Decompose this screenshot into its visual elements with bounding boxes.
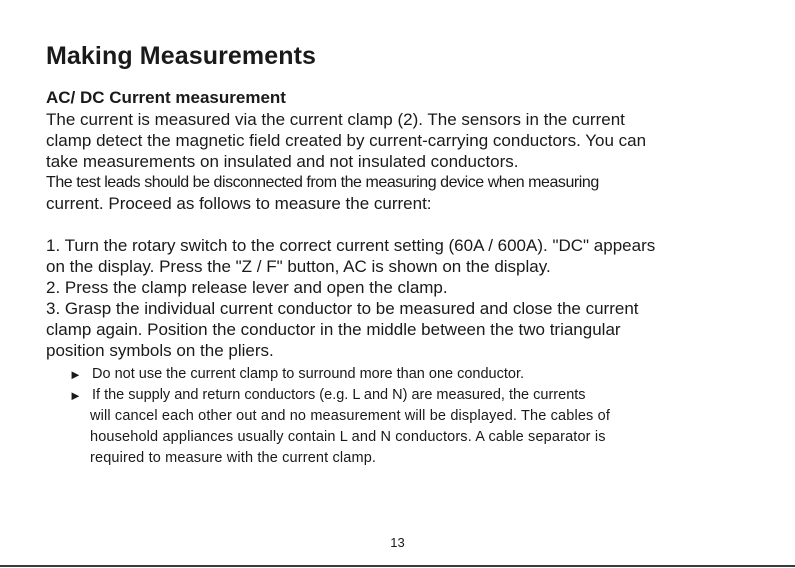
warning-text: required to measure with the current clamp. — [90, 450, 377, 466]
step-line: on the display. Press the "Z / F" button, AC is shown on the display. — [46, 257, 551, 276]
intro-line: The current is measured via the current clamp (2). The sensors in the current — [46, 110, 625, 129]
intro-line: clamp detect the magnetic field created by current-carrying conductors. You can — [46, 131, 647, 150]
step-line: position symbols on the pliers. — [46, 341, 274, 360]
warning-text: If the supply and return conductors (e.g. L and N) are measured, the currents — [92, 387, 586, 403]
test-leads-line: The test leads should be disconnected from the measuring device when measuring — [46, 174, 599, 191]
warning-list — [46, 364, 756, 469]
step-line: 3. Grasp the individual current conductor to be measured and close the current — [46, 299, 639, 318]
warning-text: will cancel each other out and no measurement will be displayed. The cables of — [90, 408, 611, 424]
warning-item — [46, 385, 756, 469]
section-heading: AC/ DC Current measurement — [46, 88, 286, 107]
step-line: 1. Turn the rotary switch to the correct current setting (60A / 600A). "DC" appears — [46, 236, 656, 255]
warning-text: Do not use the current clamp to surround more than one conductor. — [92, 366, 525, 382]
test-leads-line: current. Proceed as follows to measure the current: — [46, 194, 432, 213]
intro-line: take measurements on insulated and not insulated conductors. — [46, 152, 519, 171]
page-number: 13 — [390, 535, 405, 550]
warning-text: household appliances usually contain L and N conductors. A cable separator is — [90, 429, 606, 445]
step-line: clamp again. Position the conductor in the middle between the two triangular — [46, 320, 621, 339]
page-title: Making Measurements — [46, 42, 317, 70]
step-line: 2. Press the clamp release lever and open the clamp. — [46, 278, 448, 297]
triangle-arrow-icon: ► — [69, 388, 82, 403]
bottom-divider — [0, 565, 795, 567]
triangle-arrow-icon: ► — [69, 367, 82, 382]
paragraph-spacer — [46, 214, 756, 235]
warning-item — [46, 364, 756, 385]
manual-page — [46, 40, 756, 469]
